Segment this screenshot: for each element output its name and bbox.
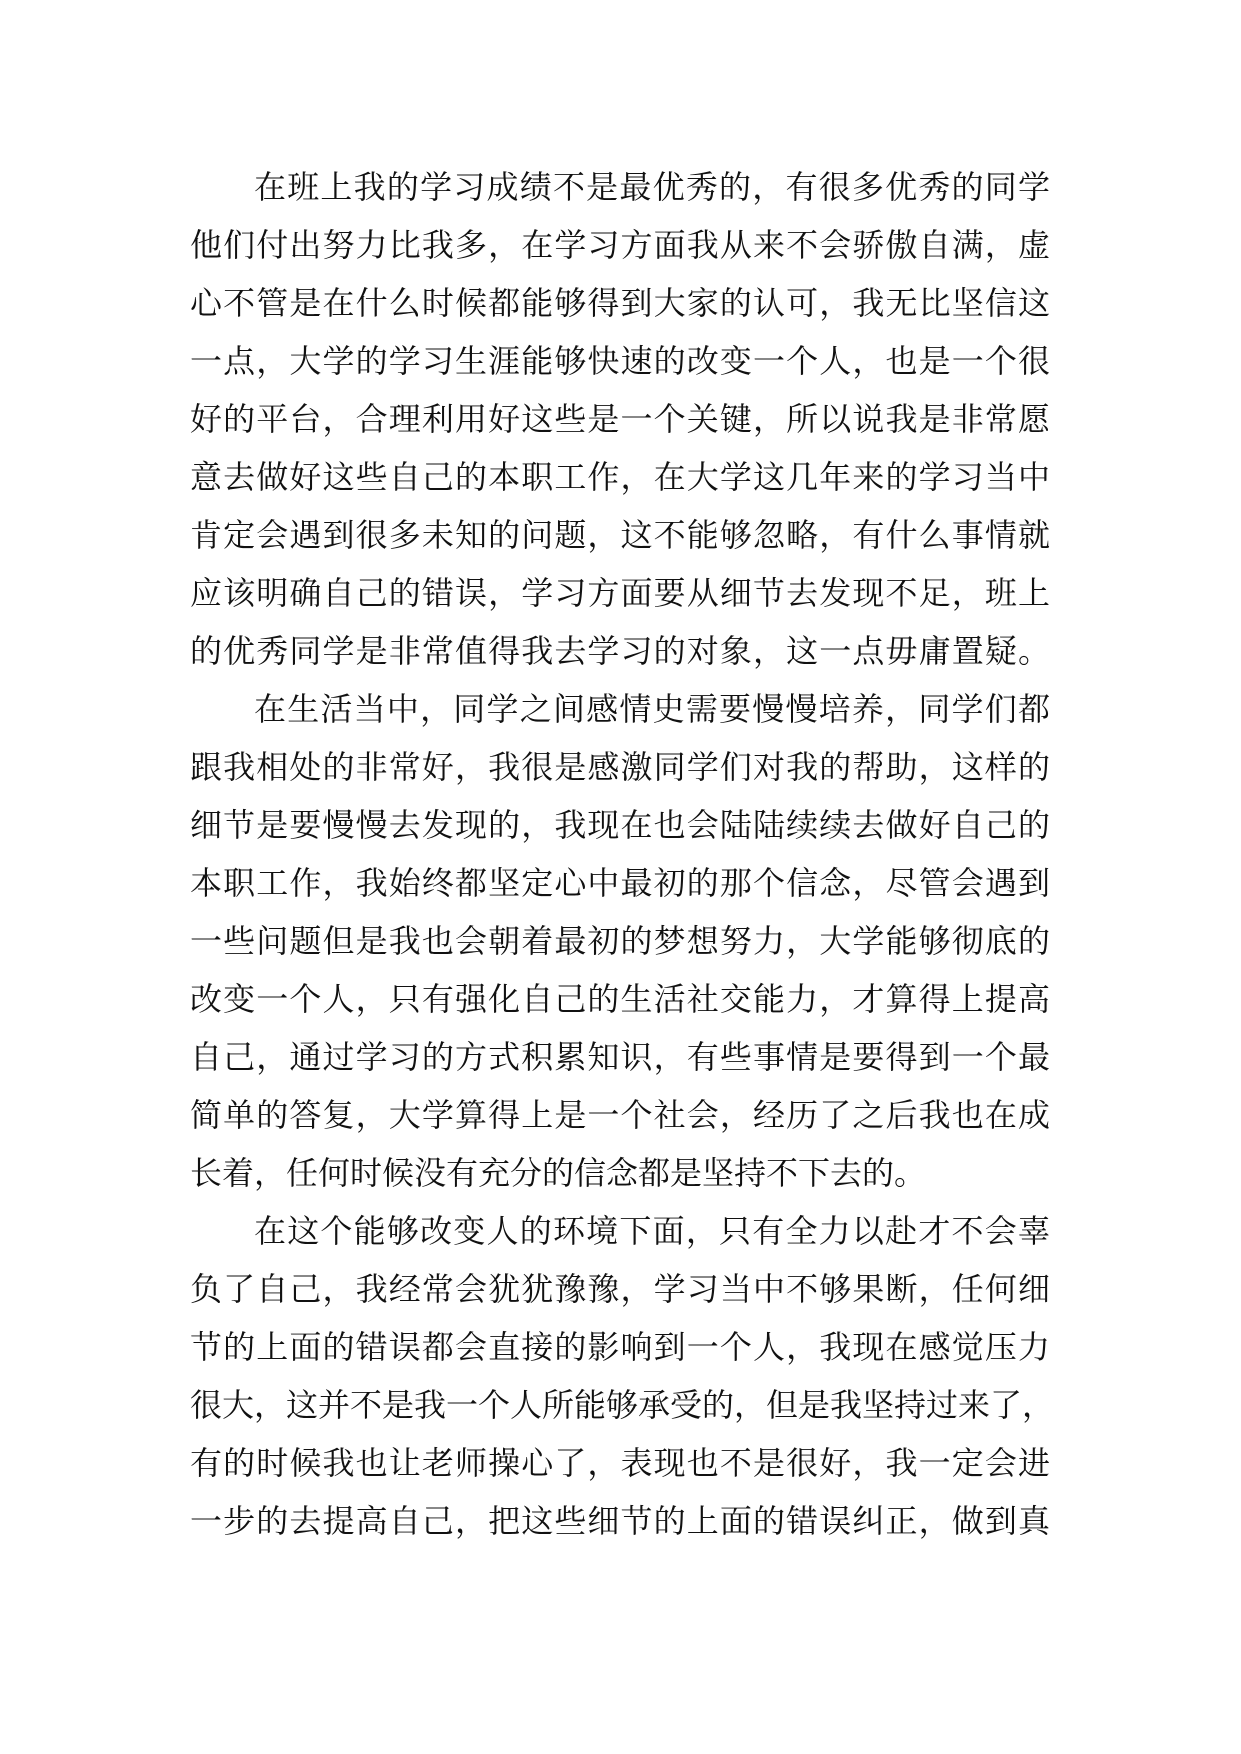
text-line: 一步的去提高自己，把这些细节的上面的错误纠正，做到真 bbox=[190, 1502, 1050, 1540]
text-line: 他们付出努力比我多，在学习方面我从来不会骄傲自满，虚 bbox=[190, 226, 1050, 264]
text-line: 节的上面的错误都会直接的影响到一个人，我现在感觉压力 bbox=[190, 1328, 1050, 1366]
text-line: 肯定会遇到很多未知的问题，这不能够忽略，有什么事情就 bbox=[190, 516, 1050, 554]
text-line: 的优秀同学是非常值得我去学习的对象，这一点毋庸置疑。 bbox=[190, 632, 1050, 670]
text-line: 跟我相处的非常好，我很是感激同学们对我的帮助，这样的 bbox=[190, 748, 1050, 786]
text-line: 很大，这并不是我一个人所能够承受的，但是我坚持过来了， bbox=[190, 1386, 1055, 1424]
paragraph-1 bbox=[190, 158, 1050, 680]
text-line: 简单的答复，大学算得上是一个社会，经历了之后我也在成 bbox=[190, 1096, 1050, 1134]
text-line: 有的时候我也让老师操心了，表现也不是很好，我一定会进 bbox=[190, 1444, 1050, 1482]
text-line: 在生活当中，同学之间感情史需要慢慢培养，同学们都 bbox=[254, 690, 1050, 728]
text-line: 负了自己，我经常会犹犹豫豫，学习当中不够果断，任何细 bbox=[190, 1270, 1050, 1308]
text-line: 一点，大学的学习生涯能够快速的改变一个人，也是一个很 bbox=[190, 342, 1050, 380]
text-line: 意去做好这些自己的本职工作，在大学这几年来的学习当中 bbox=[190, 458, 1050, 496]
text-line: 在班上我的学习成绩不是最优秀的，有很多优秀的同学 bbox=[254, 168, 1050, 206]
text-line: 细节是要慢慢去发现的，我现在也会陆陆续续去做好自己的 bbox=[190, 806, 1050, 844]
text-line: 改变一个人，只有强化自己的生活社交能力，才算得上提高 bbox=[190, 980, 1050, 1018]
text-line: 一些问题但是我也会朝着最初的梦想努力，大学能够彻底的 bbox=[190, 922, 1050, 960]
text-line: 好的平台，合理利用好这些是一个关键，所以说我是非常愿 bbox=[190, 400, 1050, 438]
text-line: 在这个能够改变人的环境下面，只有全力以赴才不会辜 bbox=[254, 1212, 1050, 1250]
body-text bbox=[190, 158, 1055, 1550]
text-line: 应该明确自己的错误，学习方面要从细节去发现不足，班上 bbox=[190, 574, 1050, 612]
text-line: 心不管是在什么时候都能够得到大家的认可，我无比坚信这 bbox=[190, 284, 1050, 322]
paragraph-3 bbox=[190, 1202, 1055, 1550]
paragraph-2 bbox=[190, 680, 1050, 1202]
text-line: 长着，任何时候没有充分的信念都是坚持不下去的。 bbox=[190, 1154, 927, 1192]
text-line: 本职工作，我始终都坚定心中最初的那个信念，尽管会遇到 bbox=[190, 864, 1050, 902]
text-line: 自己，通过学习的方式积累知识，有些事情是要得到一个最 bbox=[190, 1038, 1050, 1076]
